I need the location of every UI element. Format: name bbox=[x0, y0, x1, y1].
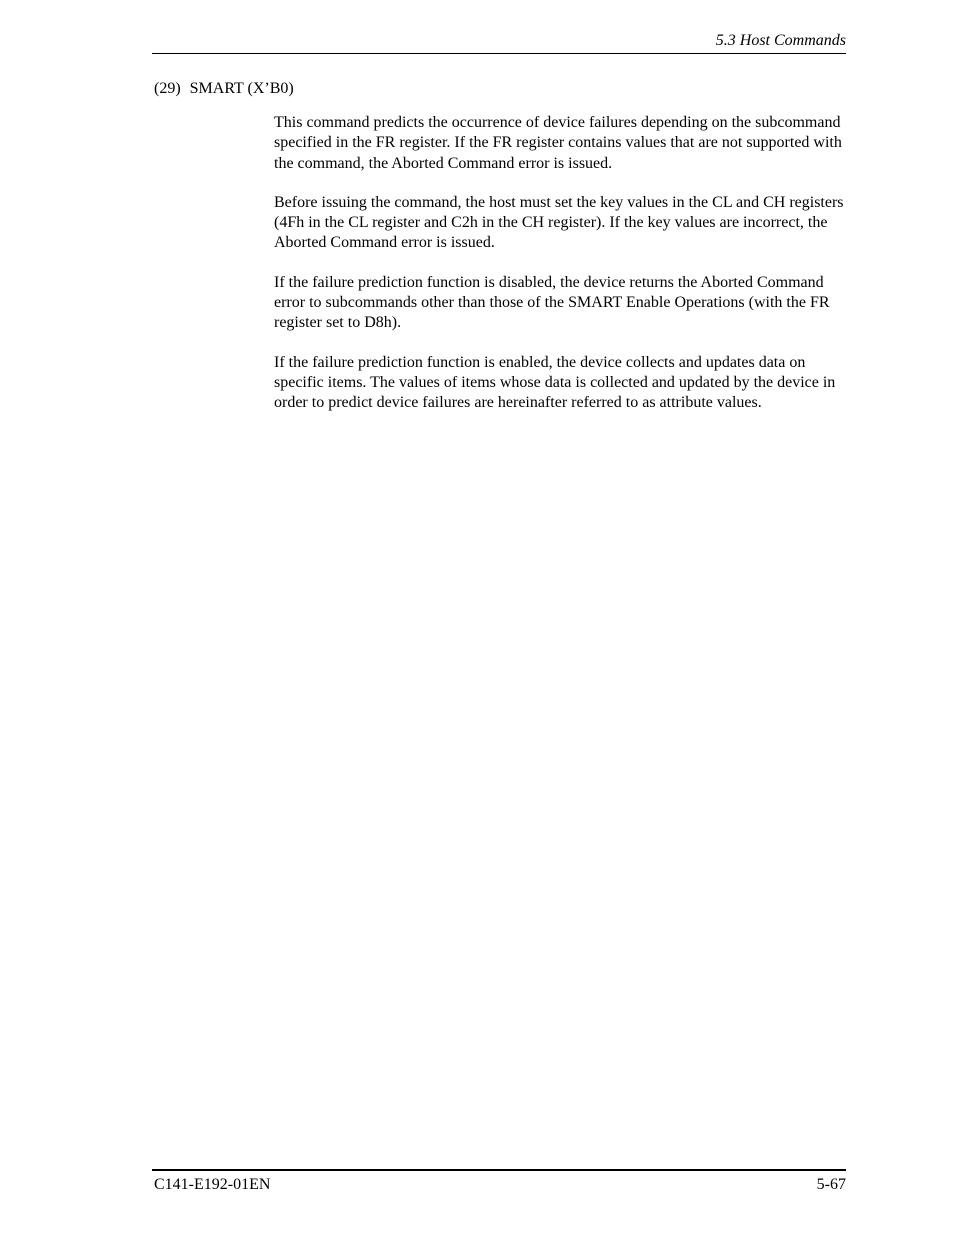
page-number: 5-67 bbox=[816, 1176, 846, 1193]
section-number: (29) bbox=[154, 80, 181, 97]
body-text bbox=[274, 113, 846, 433]
paragraph: If the failure prediction function is disabled, the device returns the Aborted Command error to subcommands other than those of the SMART Enable Operations (with the FR register set to D8h). bbox=[274, 273, 830, 332]
paragraph: This command predicts the occurrence of device failures depending on the subcommand specified in the FR register. If the FR register contains values that are not supported with the command, the Aborted Command error is issued. bbox=[274, 114, 842, 172]
header-rule bbox=[152, 53, 846, 54]
section-heading bbox=[154, 79, 294, 99]
paragraph: If the failure prediction function is enabled, the device collects and updates data on specific items. The values of items whose data is collected and updated by the device in order to predict device failures are hereinafter referred to as attribute values. bbox=[274, 353, 836, 412]
running-header: 5.3 Host Commands bbox=[715, 32, 846, 49]
document-id: C141-E192-01EN bbox=[154, 1176, 271, 1193]
section-title: SMART (X’B0) bbox=[189, 80, 294, 97]
paragraph: Before issuing the command, the host must set the key values in the CL and CH registers (4Fh in the CL register and C2h in the CH register). If the key values are incorrect, the Aborted Command error is issued. bbox=[274, 193, 844, 252]
footer-rule bbox=[152, 1169, 846, 1171]
